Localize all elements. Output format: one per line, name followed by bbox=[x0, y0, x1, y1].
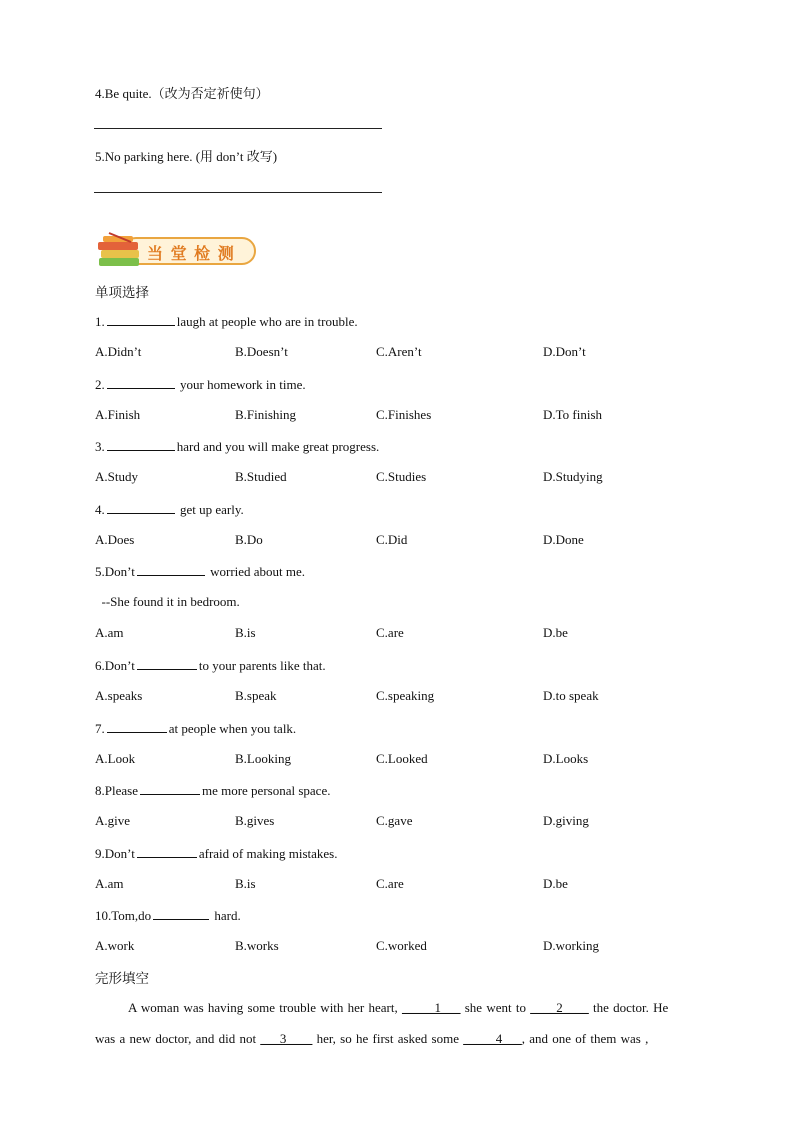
option-a[interactable]: A.Does bbox=[95, 531, 135, 547]
option-d[interactable]: D.to speak bbox=[543, 688, 599, 703]
option-b[interactable]: B.works bbox=[235, 938, 279, 954]
answer-blank[interactable] bbox=[107, 438, 175, 451]
question-3 bbox=[95, 438, 379, 455]
option-d[interactable]: D.Done bbox=[543, 531, 584, 547]
question-text: at people when you talk. bbox=[168, 720, 297, 736]
option-d[interactable]: D.working bbox=[543, 938, 599, 954]
option-c[interactable]: C.Finishes bbox=[376, 406, 432, 422]
question-2 bbox=[95, 376, 306, 393]
option-b[interactable]: B.Finishing bbox=[235, 406, 297, 422]
option-c[interactable]: C.are bbox=[376, 875, 404, 891]
option-a[interactable]: A.Finish bbox=[95, 406, 141, 422]
question-prefix: 8.Please bbox=[95, 783, 138, 799]
question-prefix: 3. bbox=[95, 439, 105, 455]
section-single-choice: 单项选择 bbox=[95, 285, 149, 301]
question-prefix: 5.Don’t bbox=[95, 564, 135, 580]
option-d[interactable]: D.giving bbox=[543, 813, 589, 829]
question-prefix: 1. bbox=[95, 314, 105, 329]
cloze-line-2: was a new doctor, and did not ___3____ her, so he first asked some _____4___, and one of them was , bbox=[95, 1031, 649, 1046]
question-8 bbox=[95, 782, 330, 799]
question-text: hard. bbox=[211, 908, 241, 924]
transform-question-4: 4.Be quite.（改为否定祈使句） bbox=[95, 86, 269, 101]
answer-blank[interactable] bbox=[137, 657, 197, 670]
answer-blank[interactable] bbox=[107, 501, 175, 514]
question-text: your homework in time. bbox=[176, 376, 306, 392]
question-5-note: --She found it in bedroom. bbox=[95, 594, 240, 610]
question-text: hard and you will make great progress. bbox=[176, 439, 380, 455]
answer-blank[interactable] bbox=[137, 845, 197, 858]
option-b[interactable]: B.is bbox=[235, 625, 256, 641]
option-d[interactable]: D.Studying bbox=[543, 469, 603, 485]
question-prefix: 4. bbox=[95, 501, 105, 517]
cloze-blank-4[interactable]: _____4___ bbox=[463, 1031, 522, 1046]
cloze-blank-3[interactable]: ___3____ bbox=[260, 1031, 313, 1046]
question-text: get up early. bbox=[176, 501, 244, 517]
question-text: laugh at people who are in trouble. bbox=[176, 314, 358, 329]
option-c[interactable]: C.Looked bbox=[376, 750, 428, 766]
option-d[interactable]: D.To finish bbox=[543, 406, 603, 422]
answer-line-5[interactable] bbox=[94, 192, 382, 193]
answer-blank[interactable] bbox=[107, 720, 167, 733]
question-prefix: 9.Don’t bbox=[95, 845, 135, 861]
option-a[interactable]: A.Look bbox=[95, 750, 136, 766]
banner-title: 当 堂 检 测 bbox=[147, 244, 235, 263]
option-a[interactable]: A.am bbox=[95, 625, 124, 641]
question-prefix: 10.Tom,do bbox=[95, 908, 152, 924]
option-b[interactable]: B.Doesn’t bbox=[235, 344, 288, 359]
cloze-blank-1[interactable]: _____1___ bbox=[402, 1000, 461, 1015]
question-9 bbox=[95, 845, 338, 862]
answer-blank[interactable] bbox=[153, 907, 209, 920]
option-c[interactable]: C.Aren’t bbox=[376, 344, 422, 359]
section-banner bbox=[95, 232, 260, 270]
option-c[interactable]: C.speaking bbox=[376, 688, 435, 703]
option-d[interactable]: D.Looks bbox=[543, 750, 589, 766]
question-prefix: 2. bbox=[95, 376, 105, 392]
cloze-line-1: A woman was having some trouble with her heart, _____1___ she went to ____2____ the doctor. He bbox=[128, 1000, 669, 1015]
option-c[interactable]: C.are bbox=[376, 625, 404, 641]
option-a[interactable]: A.give bbox=[95, 813, 131, 829]
question-prefix: 7. bbox=[95, 720, 105, 736]
option-a[interactable]: A.work bbox=[95, 938, 135, 954]
option-d[interactable]: D.be bbox=[543, 625, 568, 641]
answer-line-4[interactable] bbox=[94, 128, 382, 129]
option-c[interactable]: C.gave bbox=[376, 813, 413, 829]
option-a[interactable]: A.Study bbox=[95, 469, 138, 485]
question-text: afraid of making mistakes. bbox=[198, 845, 338, 861]
question-4 bbox=[95, 501, 244, 518]
option-a[interactable]: A.am bbox=[95, 875, 124, 891]
option-c[interactable]: C.Did bbox=[376, 531, 408, 547]
question-5 bbox=[95, 563, 305, 580]
answer-blank[interactable] bbox=[140, 782, 200, 795]
option-c[interactable]: C.worked bbox=[376, 938, 427, 954]
question-text: worried about me. bbox=[206, 564, 306, 580]
section-cloze: 完形填空 bbox=[95, 971, 149, 987]
option-b[interactable]: B.Looking bbox=[235, 750, 291, 766]
question-7 bbox=[95, 720, 296, 737]
question-text: me more personal space. bbox=[201, 783, 331, 799]
option-a[interactable]: A.speaks bbox=[95, 688, 143, 703]
option-b[interactable]: B.Do bbox=[235, 531, 263, 547]
option-b[interactable]: B.is bbox=[235, 875, 256, 891]
question-6 bbox=[95, 657, 326, 674]
question-10 bbox=[95, 907, 241, 924]
answer-blank[interactable] bbox=[137, 563, 205, 576]
answer-blank[interactable] bbox=[107, 376, 175, 389]
cloze-blank-2[interactable]: ____2____ bbox=[530, 1000, 589, 1015]
question-1 bbox=[95, 313, 358, 330]
option-d[interactable]: D.be bbox=[543, 875, 568, 891]
question-text: to your parents like that. bbox=[198, 658, 326, 673]
answer-blank[interactable] bbox=[107, 313, 175, 326]
transform-question-5: 5.No parking here. (用 don’t 改写) bbox=[95, 149, 278, 164]
question-prefix: 6.Don’t bbox=[95, 658, 135, 673]
option-c[interactable]: C.Studies bbox=[376, 469, 427, 485]
option-b[interactable]: B.speak bbox=[235, 688, 277, 703]
option-b[interactable]: B.gives bbox=[235, 813, 275, 829]
option-a[interactable]: A.Didn’t bbox=[95, 344, 142, 359]
option-d[interactable]: D.Don’t bbox=[543, 344, 586, 359]
option-b[interactable]: B.Studied bbox=[235, 469, 287, 485]
